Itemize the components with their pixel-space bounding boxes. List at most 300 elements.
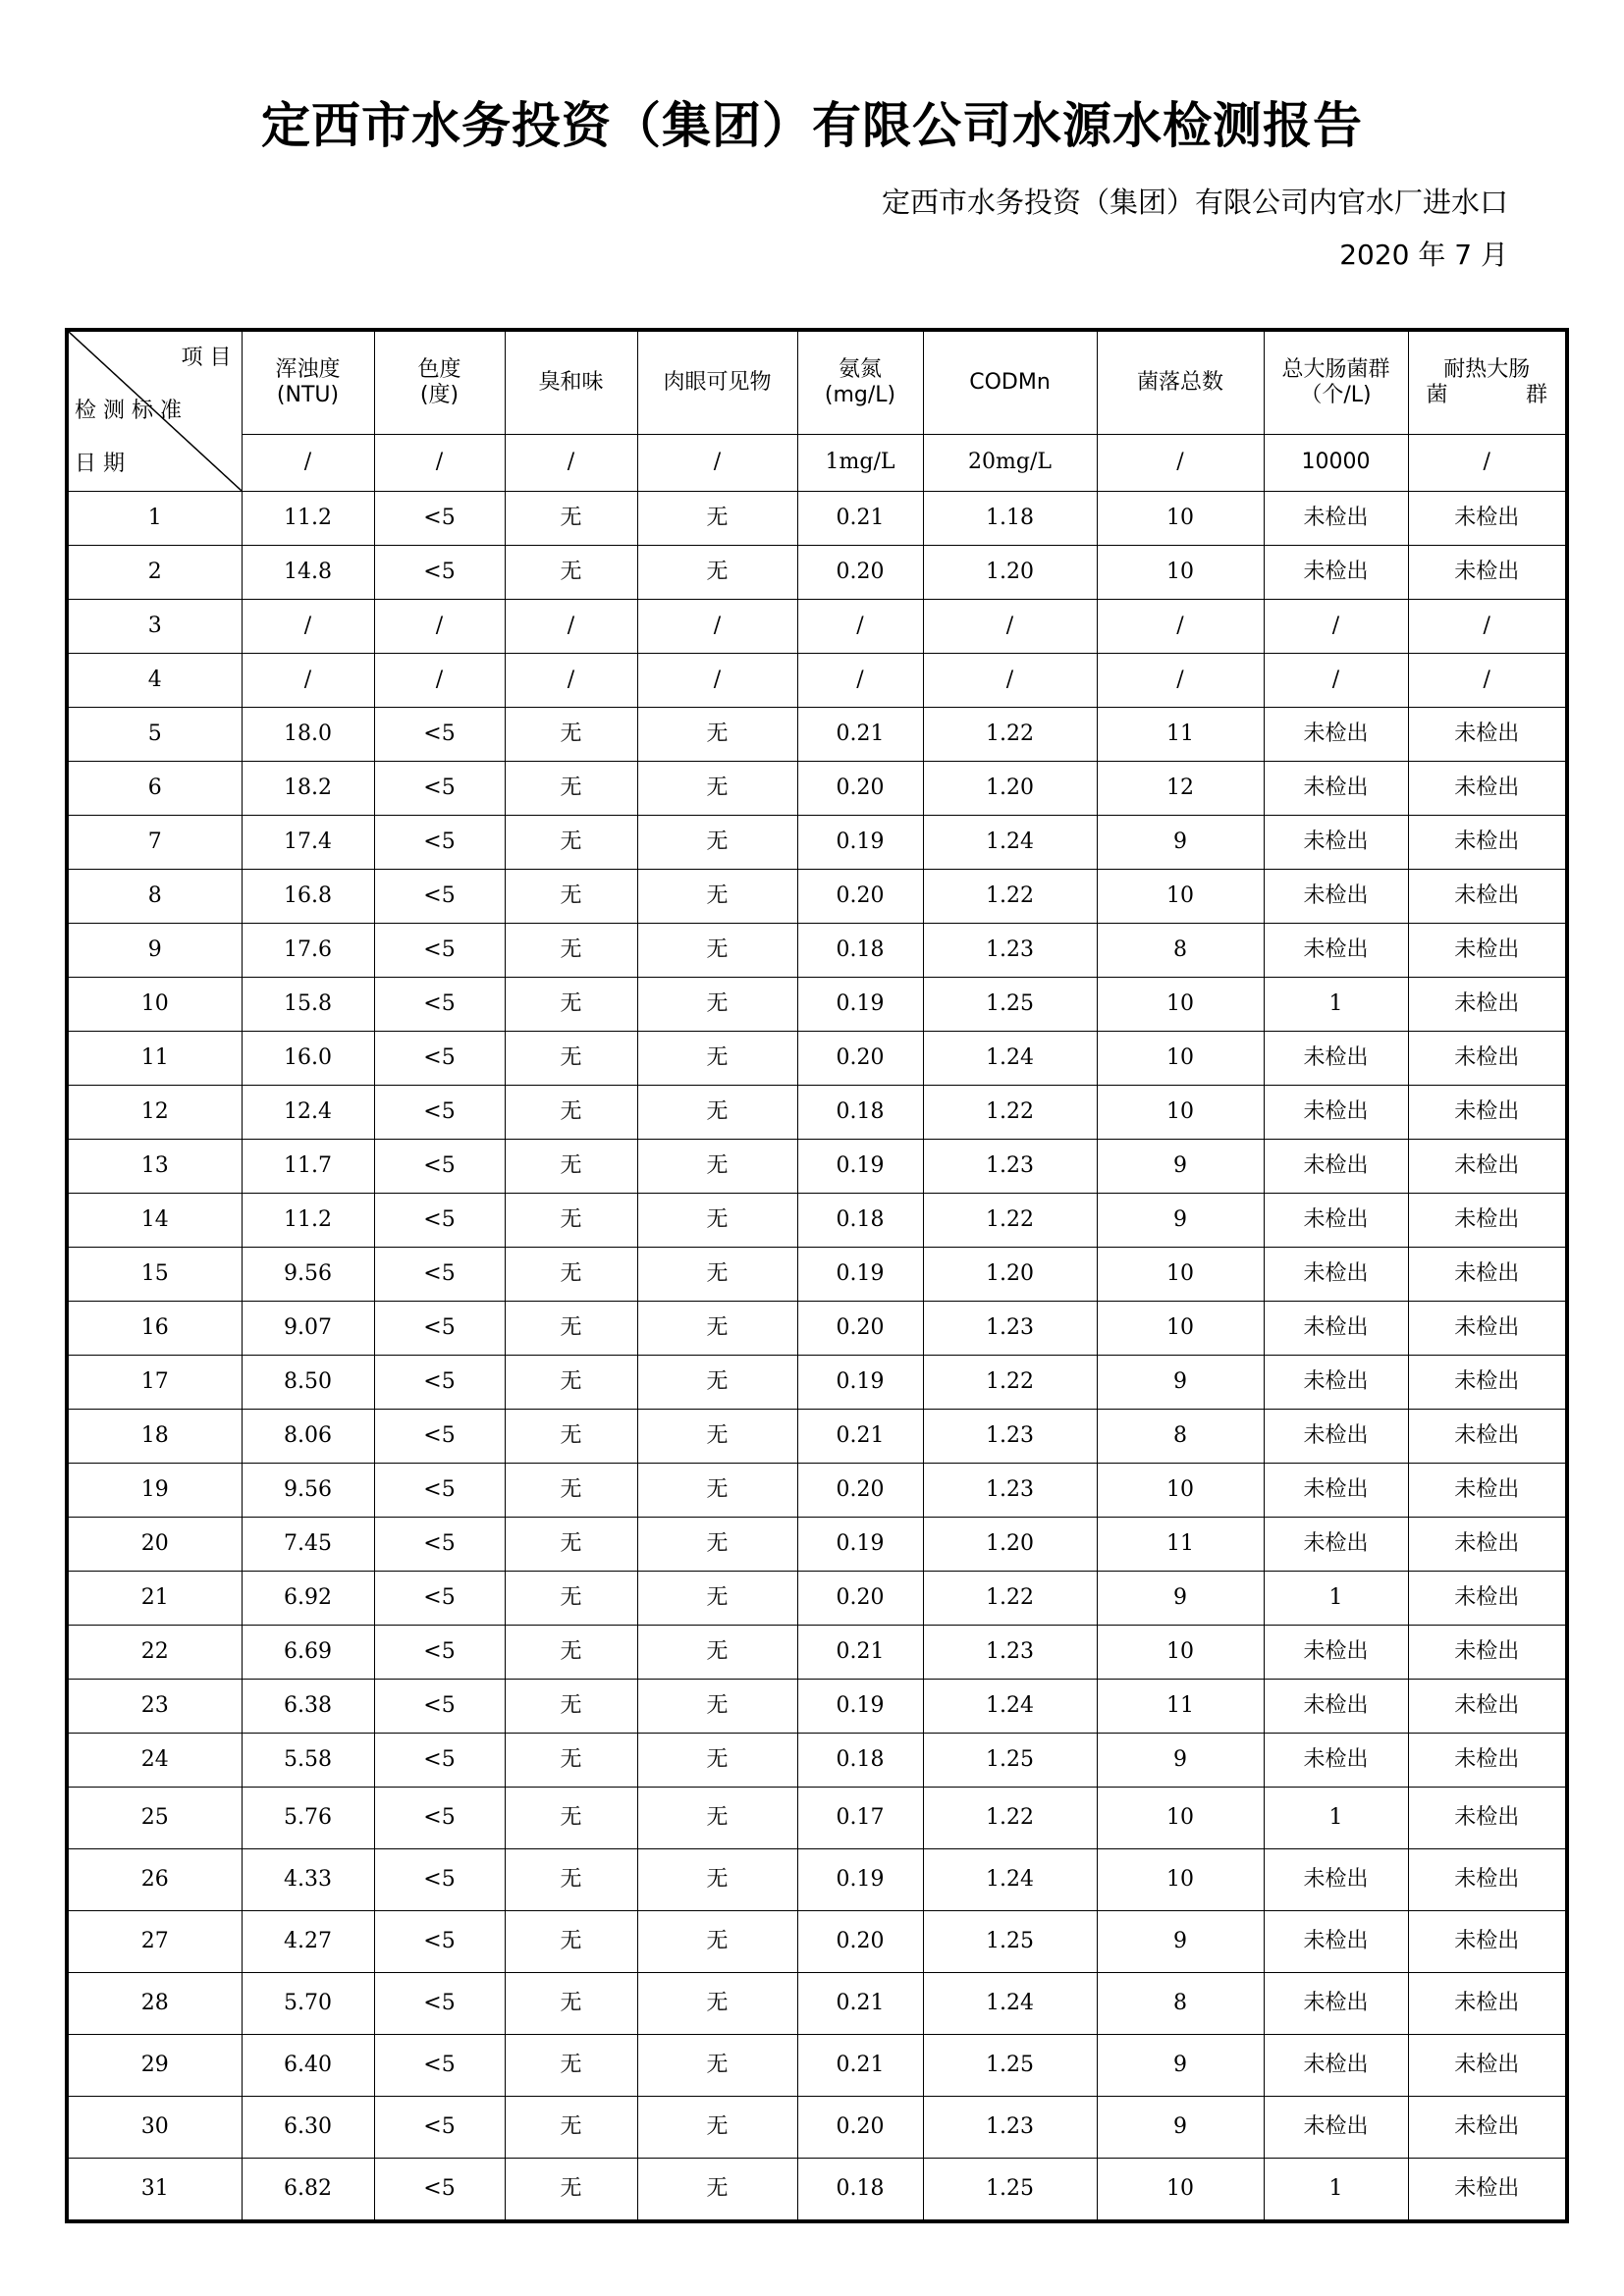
date-cell: 19 — [67, 1464, 242, 1518]
value-cell: <5 — [374, 924, 505, 978]
value-cell: 9 — [1097, 1572, 1264, 1626]
value-cell: 6.82 — [242, 2159, 374, 2222]
table-row — [67, 1086, 1567, 1140]
value-cell: 未检出 — [1264, 1302, 1408, 1356]
value-cell: 9 — [1097, 2097, 1264, 2159]
value-cell: 12 — [1097, 762, 1264, 816]
value-cell: / — [242, 600, 374, 654]
date-cell: 14 — [67, 1194, 242, 1248]
value-cell: 1.23 — [923, 1626, 1097, 1680]
value-cell: 无 — [637, 492, 797, 546]
value-cell: 8 — [1097, 1973, 1264, 2035]
value-cell: 未检出 — [1408, 1788, 1567, 1849]
value-cell: 无 — [637, 762, 797, 816]
date-cell: 17 — [67, 1356, 242, 1410]
value-cell: <5 — [374, 762, 505, 816]
value-cell: 无 — [505, 1788, 637, 1849]
date-cell: 29 — [67, 2035, 242, 2097]
value-cell: 未检出 — [1408, 924, 1567, 978]
value-cell: 9 — [1097, 816, 1264, 870]
value-cell: <5 — [374, 1464, 505, 1518]
value-cell: 9.07 — [242, 1302, 374, 1356]
value-cell: / — [374, 654, 505, 708]
value-cell: 无 — [505, 1032, 637, 1086]
value-cell: 未检出 — [1408, 816, 1567, 870]
value-cell: / — [242, 654, 374, 708]
value-cell: 未检出 — [1264, 1464, 1408, 1518]
value-cell: 1.22 — [923, 1194, 1097, 1248]
value-cell: 无 — [637, 1572, 797, 1626]
table-row — [67, 870, 1567, 924]
value-cell: / — [1264, 654, 1408, 708]
value-cell: 0.21 — [797, 1410, 923, 1464]
value-cell: 9 — [1097, 1194, 1264, 1248]
standard-cell: / — [242, 435, 374, 492]
value-cell: 未检出 — [1408, 978, 1567, 1032]
value-cell: 未检出 — [1264, 546, 1408, 600]
value-cell: 无 — [505, 1734, 637, 1788]
value-cell: 未检出 — [1408, 1032, 1567, 1086]
value-cell: <5 — [374, 1032, 505, 1086]
value-cell: 6.69 — [242, 1626, 374, 1680]
value-cell: 1.20 — [923, 546, 1097, 600]
value-cell: 未检出 — [1408, 492, 1567, 546]
value-cell: 11 — [1097, 1680, 1264, 1734]
table-row — [67, 1626, 1567, 1680]
value-cell: 0.19 — [797, 1248, 923, 1302]
value-cell: 0.19 — [797, 816, 923, 870]
date-cell: 16 — [67, 1302, 242, 1356]
value-cell: <5 — [374, 1849, 505, 1911]
value-cell: <5 — [374, 2097, 505, 2159]
value-cell: 5.58 — [242, 1734, 374, 1788]
column-header-colony-count: 菌落总数 — [1097, 330, 1264, 435]
value-cell: 未检出 — [1264, 1248, 1408, 1302]
value-cell: 无 — [637, 1626, 797, 1680]
value-cell: 6.92 — [242, 1572, 374, 1626]
column-header-color: 色度 (度) — [374, 330, 505, 435]
value-cell: 1 — [1264, 1788, 1408, 1849]
value-cell: 8.50 — [242, 1356, 374, 1410]
column-header-odor: 臭和味 — [505, 330, 637, 435]
value-cell: 未检出 — [1264, 1680, 1408, 1734]
value-cell: <5 — [374, 1788, 505, 1849]
value-cell: / — [1097, 600, 1264, 654]
value-cell: 1.25 — [923, 2035, 1097, 2097]
table-row — [67, 2159, 1567, 2222]
table-row — [67, 1302, 1567, 1356]
value-cell: 1.22 — [923, 1086, 1097, 1140]
value-cell: 未检出 — [1264, 816, 1408, 870]
value-cell: 9 — [1097, 1734, 1264, 1788]
table-row — [67, 816, 1567, 870]
value-cell: <5 — [374, 978, 505, 1032]
value-cell: / — [637, 654, 797, 708]
value-cell: / — [797, 654, 923, 708]
value-cell: <5 — [374, 1518, 505, 1572]
value-cell: 未检出 — [1408, 2159, 1567, 2222]
table-row — [67, 1911, 1567, 1973]
daily-results — [67, 492, 1567, 2222]
value-cell: 未检出 — [1408, 1086, 1567, 1140]
standard-cell: / — [505, 435, 637, 492]
value-cell: / — [1264, 600, 1408, 654]
value-cell: 未检出 — [1408, 1194, 1567, 1248]
value-cell: / — [1408, 600, 1567, 654]
value-cell: 0.20 — [797, 1032, 923, 1086]
value-cell: 0.18 — [797, 1086, 923, 1140]
value-cell: 10 — [1097, 2159, 1264, 2222]
value-cell: 未检出 — [1408, 1680, 1567, 1734]
table-row — [67, 2035, 1567, 2097]
value-cell: 无 — [637, 2097, 797, 2159]
value-cell: 无 — [505, 2159, 637, 2222]
date-cell: 20 — [67, 1518, 242, 1572]
table-row — [67, 492, 1567, 546]
value-cell: 无 — [637, 1849, 797, 1911]
value-cell: <5 — [374, 492, 505, 546]
date-cell: 1 — [67, 492, 242, 546]
value-cell: 1.24 — [923, 1973, 1097, 2035]
date-cell: 10 — [67, 978, 242, 1032]
value-cell: 0.17 — [797, 1788, 923, 1849]
value-cell: 未检出 — [1408, 1518, 1567, 1572]
value-cell: <5 — [374, 1911, 505, 1973]
column-header-codmn: CODMn — [923, 330, 1097, 435]
value-cell: 未检出 — [1408, 2097, 1567, 2159]
water-quality-table — [65, 328, 1569, 2223]
value-cell: 1.22 — [923, 1356, 1097, 1410]
value-cell: 未检出 — [1408, 1410, 1567, 1464]
value-cell: 未检出 — [1408, 2035, 1567, 2097]
value-cell: 10 — [1097, 546, 1264, 600]
value-cell: 未检出 — [1264, 924, 1408, 978]
table-row — [67, 1032, 1567, 1086]
standard-cell: / — [1408, 435, 1567, 492]
value-cell: 1.18 — [923, 492, 1097, 546]
value-cell: <5 — [374, 1680, 505, 1734]
value-cell: 无 — [505, 1911, 637, 1973]
value-cell: / — [505, 654, 637, 708]
value-cell: 无 — [637, 1248, 797, 1302]
value-cell: 1.23 — [923, 924, 1097, 978]
value-cell: 未检出 — [1264, 2035, 1408, 2097]
table-row — [67, 762, 1567, 816]
corner-item-label: 项 目 — [181, 346, 232, 370]
column-header-total-coliform: 总大肠菌群 （个/L) — [1264, 330, 1408, 435]
value-cell: 无 — [505, 1356, 637, 1410]
table-row — [67, 2097, 1567, 2159]
value-cell: 10 — [1097, 492, 1264, 546]
value-cell: 1.23 — [923, 1464, 1097, 1518]
value-cell: 未检出 — [1408, 1572, 1567, 1626]
standard-cell: 20mg/L — [923, 435, 1097, 492]
value-cell: 未检出 — [1264, 1032, 1408, 1086]
value-cell: 未检出 — [1264, 1140, 1408, 1194]
date-cell: 12 — [67, 1086, 242, 1140]
header-row — [67, 330, 1567, 435]
value-cell: 无 — [505, 1410, 637, 1464]
value-cell: 无 — [505, 2097, 637, 2159]
value-cell: 1.24 — [923, 1680, 1097, 1734]
value-cell: 无 — [505, 1194, 637, 1248]
value-cell: 11.2 — [242, 492, 374, 546]
value-cell: 无 — [637, 1356, 797, 1410]
value-cell: 1.22 — [923, 1788, 1097, 1849]
table-row — [67, 1572, 1567, 1626]
date-cell: 8 — [67, 870, 242, 924]
value-cell: 10 — [1097, 1626, 1264, 1680]
value-cell: 无 — [505, 2035, 637, 2097]
value-cell: / — [923, 600, 1097, 654]
value-cell: 未检出 — [1408, 1302, 1567, 1356]
date-cell: 21 — [67, 1572, 242, 1626]
value-cell: / — [637, 600, 797, 654]
value-cell: 11.2 — [242, 1194, 374, 1248]
value-cell: 未检出 — [1408, 1140, 1567, 1194]
value-cell: 16.0 — [242, 1032, 374, 1086]
value-cell: 未检出 — [1264, 1194, 1408, 1248]
value-cell: 9 — [1097, 1356, 1264, 1410]
value-cell: 无 — [505, 870, 637, 924]
table-row — [67, 1410, 1567, 1464]
value-cell: 无 — [505, 762, 637, 816]
value-cell: <5 — [374, 1140, 505, 1194]
value-cell: 10 — [1097, 1849, 1264, 1911]
date-cell: 28 — [67, 1973, 242, 2035]
value-cell: 无 — [637, 1911, 797, 1973]
value-cell: <5 — [374, 1626, 505, 1680]
value-cell: 未检出 — [1264, 1911, 1408, 1973]
table-row — [67, 1464, 1567, 1518]
value-cell: 未检出 — [1408, 1626, 1567, 1680]
value-cell: 无 — [505, 492, 637, 546]
value-cell: 无 — [637, 1734, 797, 1788]
value-cell: 0.19 — [797, 978, 923, 1032]
value-cell: 8.06 — [242, 1410, 374, 1464]
value-cell: 1.24 — [923, 1849, 1097, 1911]
value-cell: 8 — [1097, 924, 1264, 978]
value-cell: 9.56 — [242, 1248, 374, 1302]
value-cell: <5 — [374, 1572, 505, 1626]
value-cell: 18.0 — [242, 708, 374, 762]
value-cell: 未检出 — [1408, 1911, 1567, 1973]
value-cell: 1.20 — [923, 1248, 1097, 1302]
value-cell: 17.6 — [242, 924, 374, 978]
value-cell: 无 — [637, 1518, 797, 1572]
value-cell: 0.18 — [797, 2159, 923, 2222]
column-header-visible-matter: 肉眼可见物 — [637, 330, 797, 435]
value-cell: 无 — [505, 1248, 637, 1302]
value-cell: 未检出 — [1264, 708, 1408, 762]
value-cell: 未检出 — [1408, 1464, 1567, 1518]
value-cell: 无 — [505, 708, 637, 762]
date-cell: 31 — [67, 2159, 242, 2222]
value-cell: <5 — [374, 1194, 505, 1248]
value-cell: 无 — [505, 1464, 637, 1518]
value-cell: / — [374, 600, 505, 654]
value-cell: 1.25 — [923, 2159, 1097, 2222]
report-month: 2020 年 7 月 — [1339, 239, 1508, 271]
value-cell: 1.22 — [923, 708, 1097, 762]
value-cell: 无 — [505, 1302, 637, 1356]
value-cell: 未检出 — [1408, 762, 1567, 816]
value-cell: 未检出 — [1264, 1626, 1408, 1680]
table-row — [67, 1734, 1567, 1788]
value-cell: 无 — [505, 1572, 637, 1626]
value-cell: 1.25 — [923, 1911, 1097, 1973]
value-cell: <5 — [374, 1356, 505, 1410]
value-cell: <5 — [374, 2159, 505, 2222]
standard-cell: / — [637, 435, 797, 492]
value-cell: <5 — [374, 1086, 505, 1140]
value-cell: 9.56 — [242, 1464, 374, 1518]
value-cell: 无 — [637, 546, 797, 600]
value-cell: 未检出 — [1264, 1973, 1408, 2035]
date-cell: 23 — [67, 1680, 242, 1734]
value-cell: 5.70 — [242, 1973, 374, 2035]
value-cell: <5 — [374, 1410, 505, 1464]
corner-header — [67, 330, 242, 492]
value-cell: 无 — [637, 1140, 797, 1194]
column-header-turbidity: 浑浊度 (NTU) — [242, 330, 374, 435]
standard-cell: / — [1097, 435, 1264, 492]
standard-cell: 10000 — [1264, 435, 1408, 492]
table-row — [67, 600, 1567, 654]
date-cell: 24 — [67, 1734, 242, 1788]
value-cell: 17.4 — [242, 816, 374, 870]
value-cell: / — [505, 600, 637, 654]
date-cell: 4 — [67, 654, 242, 708]
report-title: 定西市水务投资（集团）有限公司水源水检测报告 — [261, 97, 1363, 154]
value-cell: 未检出 — [1264, 492, 1408, 546]
value-cell: 1.25 — [923, 978, 1097, 1032]
value-cell: 未检出 — [1264, 1086, 1408, 1140]
value-cell: 0.21 — [797, 1626, 923, 1680]
value-cell: 无 — [637, 870, 797, 924]
standard-cell: / — [374, 435, 505, 492]
date-cell: 22 — [67, 1626, 242, 1680]
value-cell: 未检出 — [1408, 1356, 1567, 1410]
date-cell: 6 — [67, 762, 242, 816]
value-cell: 1.23 — [923, 1410, 1097, 1464]
value-cell: 未检出 — [1408, 1248, 1567, 1302]
value-cell: 无 — [505, 816, 637, 870]
value-cell: 10 — [1097, 1788, 1264, 1849]
date-cell: 18 — [67, 1410, 242, 1464]
value-cell: 6.30 — [242, 2097, 374, 2159]
value-cell: 1.23 — [923, 2097, 1097, 2159]
value-cell: 0.20 — [797, 2097, 923, 2159]
corner-date-label: 日 期 — [75, 452, 125, 476]
value-cell: 5.76 — [242, 1788, 374, 1849]
value-cell: 未检出 — [1264, 2097, 1408, 2159]
value-cell: 无 — [505, 924, 637, 978]
value-cell: 1 — [1264, 978, 1408, 1032]
value-cell: 9 — [1097, 1140, 1264, 1194]
value-cell: / — [797, 600, 923, 654]
value-cell: 1.25 — [923, 1734, 1097, 1788]
value-cell: 7.45 — [242, 1518, 374, 1572]
value-cell: 未检出 — [1264, 1356, 1408, 1410]
date-cell: 30 — [67, 2097, 242, 2159]
value-cell: 9 — [1097, 2035, 1264, 2097]
value-cell: 无 — [505, 1518, 637, 1572]
value-cell: <5 — [374, 1302, 505, 1356]
standard-cell: 1mg/L — [797, 435, 923, 492]
table-row — [67, 1788, 1567, 1849]
date-cell: 9 — [67, 924, 242, 978]
value-cell: 未检出 — [1264, 870, 1408, 924]
table-row — [67, 1518, 1567, 1572]
value-cell: 10 — [1097, 978, 1264, 1032]
table-row — [67, 708, 1567, 762]
table-row — [67, 1973, 1567, 2035]
report-location: 定西市水务投资（集团）有限公司内官水厂进水口 — [881, 186, 1508, 219]
value-cell: 10 — [1097, 1302, 1264, 1356]
value-cell: 无 — [637, 1194, 797, 1248]
value-cell: 无 — [505, 1626, 637, 1680]
value-cell: 未检出 — [1408, 1734, 1567, 1788]
table-row — [67, 1680, 1567, 1734]
value-cell: 无 — [637, 924, 797, 978]
value-cell: 无 — [637, 1410, 797, 1464]
value-cell: 1.22 — [923, 1572, 1097, 1626]
date-cell: 11 — [67, 1032, 242, 1086]
value-cell: 无 — [637, 1973, 797, 2035]
date-cell: 13 — [67, 1140, 242, 1194]
value-cell: 0.21 — [797, 2035, 923, 2097]
value-cell: 0.20 — [797, 762, 923, 816]
value-cell: 未检出 — [1264, 762, 1408, 816]
value-cell: 无 — [637, 1302, 797, 1356]
value-cell: 11.7 — [242, 1140, 374, 1194]
value-cell: 0.19 — [797, 1356, 923, 1410]
value-cell: 无 — [637, 1680, 797, 1734]
value-cell: 10 — [1097, 1032, 1264, 1086]
value-cell: 1.20 — [923, 1518, 1097, 1572]
value-cell: 0.20 — [797, 1464, 923, 1518]
value-cell: 1.24 — [923, 1032, 1097, 1086]
table-row — [67, 1140, 1567, 1194]
value-cell: 0.20 — [797, 546, 923, 600]
value-cell: 0.20 — [797, 1911, 923, 1973]
value-cell: <5 — [374, 1973, 505, 2035]
value-cell: <5 — [374, 816, 505, 870]
table-row — [67, 1194, 1567, 1248]
value-cell: 1 — [1264, 1572, 1408, 1626]
value-cell: 10 — [1097, 1086, 1264, 1140]
value-cell: 18.2 — [242, 762, 374, 816]
date-cell: 3 — [67, 600, 242, 654]
value-cell: 0.20 — [797, 1302, 923, 1356]
value-cell: 未检出 — [1408, 870, 1567, 924]
value-cell: 无 — [505, 1086, 637, 1140]
value-cell: 无 — [505, 1140, 637, 1194]
value-cell: 未检出 — [1264, 1849, 1408, 1911]
value-cell: / — [1408, 654, 1567, 708]
table-row — [67, 654, 1567, 708]
value-cell: / — [923, 654, 1097, 708]
value-cell: 未检出 — [1408, 546, 1567, 600]
value-cell: <5 — [374, 708, 505, 762]
value-cell: 1.23 — [923, 1140, 1097, 1194]
value-cell: 无 — [637, 1788, 797, 1849]
date-cell: 15 — [67, 1248, 242, 1302]
column-header-ammonia: 氨氮 (mg/L) — [797, 330, 923, 435]
value-cell: <5 — [374, 870, 505, 924]
value-cell: 未检出 — [1408, 1849, 1567, 1911]
